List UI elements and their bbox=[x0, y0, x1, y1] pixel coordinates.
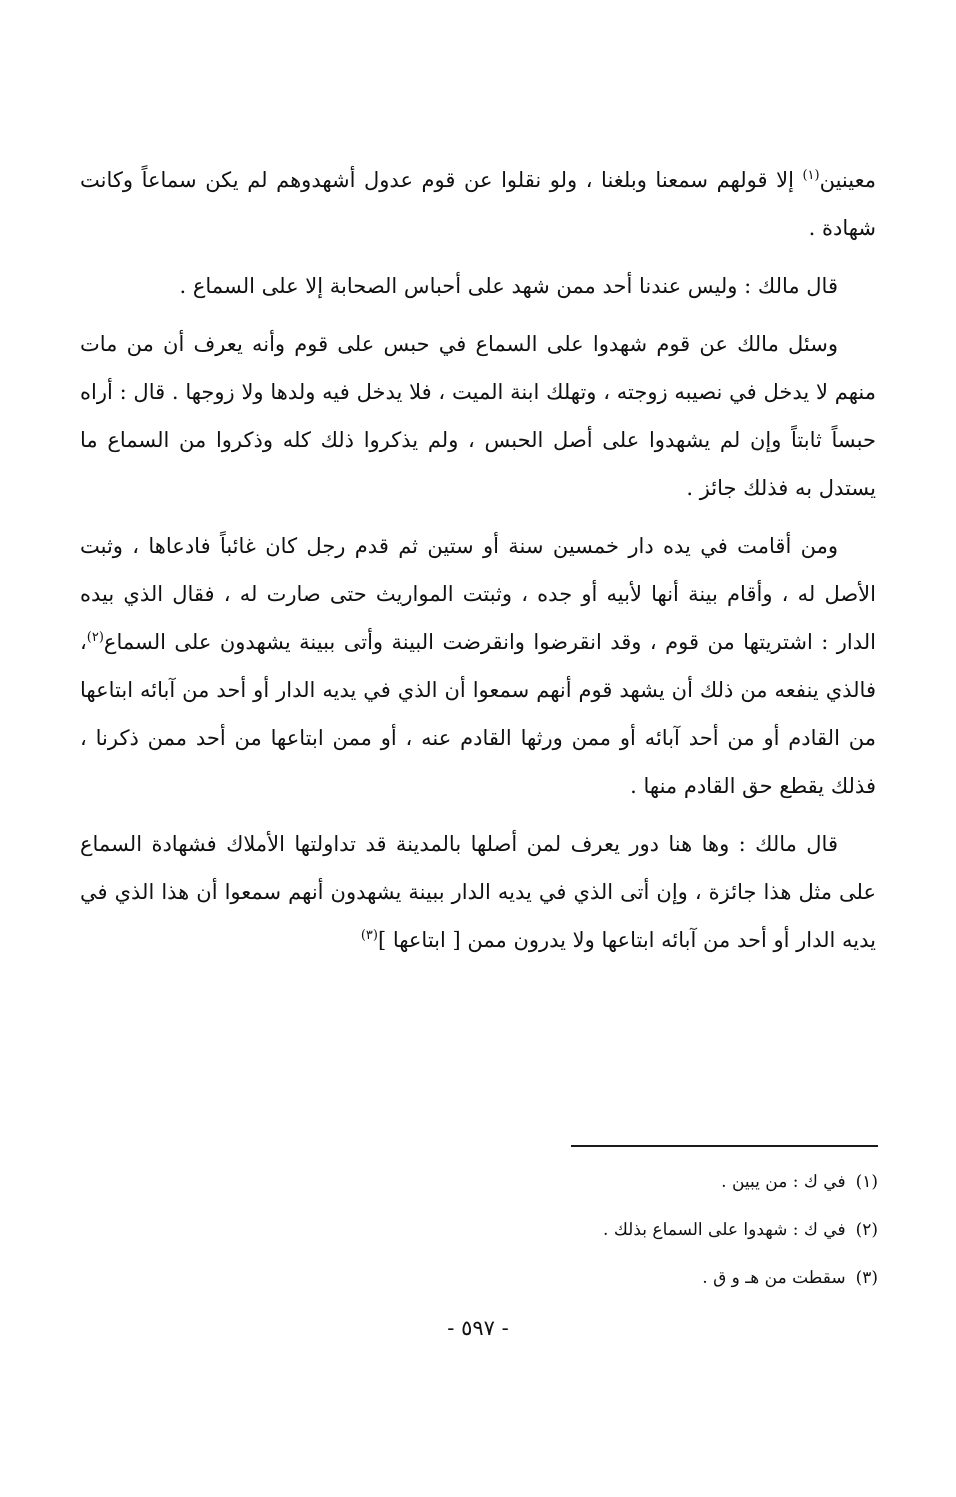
footnote-number: (٣) bbox=[855, 1268, 878, 1288]
paragraph-5 bbox=[80, 820, 876, 964]
main-text bbox=[80, 156, 876, 974]
footnote-number: (٢) bbox=[855, 1220, 878, 1240]
footnote-number: (١) bbox=[855, 1172, 878, 1192]
footnote-ref-1: (١) bbox=[802, 168, 820, 183]
text-run: إلا قولهم سمعنا وبلغنا ، ولو نقلوا عن قوم عدول أشهدوهم لم يكن سماعاً وكانت شهادة . bbox=[80, 168, 876, 240]
paragraph-1 bbox=[80, 156, 876, 252]
text-run: ، فالذي ينفعه من ذلك أن يشهد قوم أنهم سمعوا أن الذي في يديه الدار أو أحد من آبائه ابتاعها من القادم أو من أحد آبائه أو ممن ورثها القادم عنه ، أو ممن ابتاعها من أحد ممن ذكرنا ، فذلك يقطع حق القادم منها . bbox=[80, 630, 876, 798]
text-run: قال مالك : وليس عندنا أحد ممن شهد على أحباس الصحابة إلا على السماع . bbox=[179, 274, 838, 298]
text-run: وسئل مالك عن قوم شهدوا على السماع في حبس على قوم وأنه يعرف أن من مات منهم لا يدخل في نصيبه زوجته ، وتهلك ابنة الميت ، فلا يدخل فيه ولدها ولا زوجها . قال : أراه حبساً ثابتاً وإن لم يشهدوا على أصل الحبس ، ولم يذكروا ذلك كله وذكروا من السماع ما يستدل به فذلك جائز . bbox=[80, 332, 876, 500]
footnote-1 bbox=[300, 1158, 878, 1206]
footnote-3 bbox=[300, 1254, 878, 1302]
paragraph-3 bbox=[80, 320, 876, 512]
footnote-ref-3: (٣) bbox=[360, 928, 378, 943]
page-number: - ٥٩٧ - bbox=[447, 1316, 509, 1340]
paragraph-2 bbox=[80, 262, 876, 310]
text-run: ومن أقامت في يده دار خمسين سنة أو ستين ثم قدم رجل كان غائباً فادعاها ، وثبت الأصل له ، وأقام بينة أنها لأبيه أو جده ، وثبتت المواريث حتى صارت له ، فقال الذي بيده الدار : اشتريتها من قوم ، وقد انقرضوا وانقرضت البينة وأتى ببينة يشهدون على السماع bbox=[80, 534, 876, 654]
footnote-text: في ك : من يبين . bbox=[721, 1172, 846, 1192]
footnote-ref-2: (٢) bbox=[86, 630, 104, 645]
footnote-text: في ك : شهدوا على السماع بذلك . bbox=[603, 1220, 846, 1240]
paragraph-4 bbox=[80, 522, 876, 810]
footnotes bbox=[300, 1158, 878, 1302]
footnote-text: سقطت من هـ و ق . bbox=[702, 1268, 846, 1288]
footnote-2 bbox=[300, 1206, 878, 1254]
footnote-separator bbox=[571, 1145, 878, 1147]
text-run: قال مالك : وها هنا دور يعرف لمن أصلها بالمدينة قد تداولتها الأملاك فشهادة السماع على مثل هذا جائزة ، وإن أتى الذي في يديه الدار ببينة يشهدون أنهم سمعوا أن هذا الذي في يديه الدار أو أحد من آبائه ابتاعها ولا يدرون ممن [ ابتاعها ] bbox=[80, 832, 876, 952]
text-run: معينين bbox=[819, 168, 876, 192]
